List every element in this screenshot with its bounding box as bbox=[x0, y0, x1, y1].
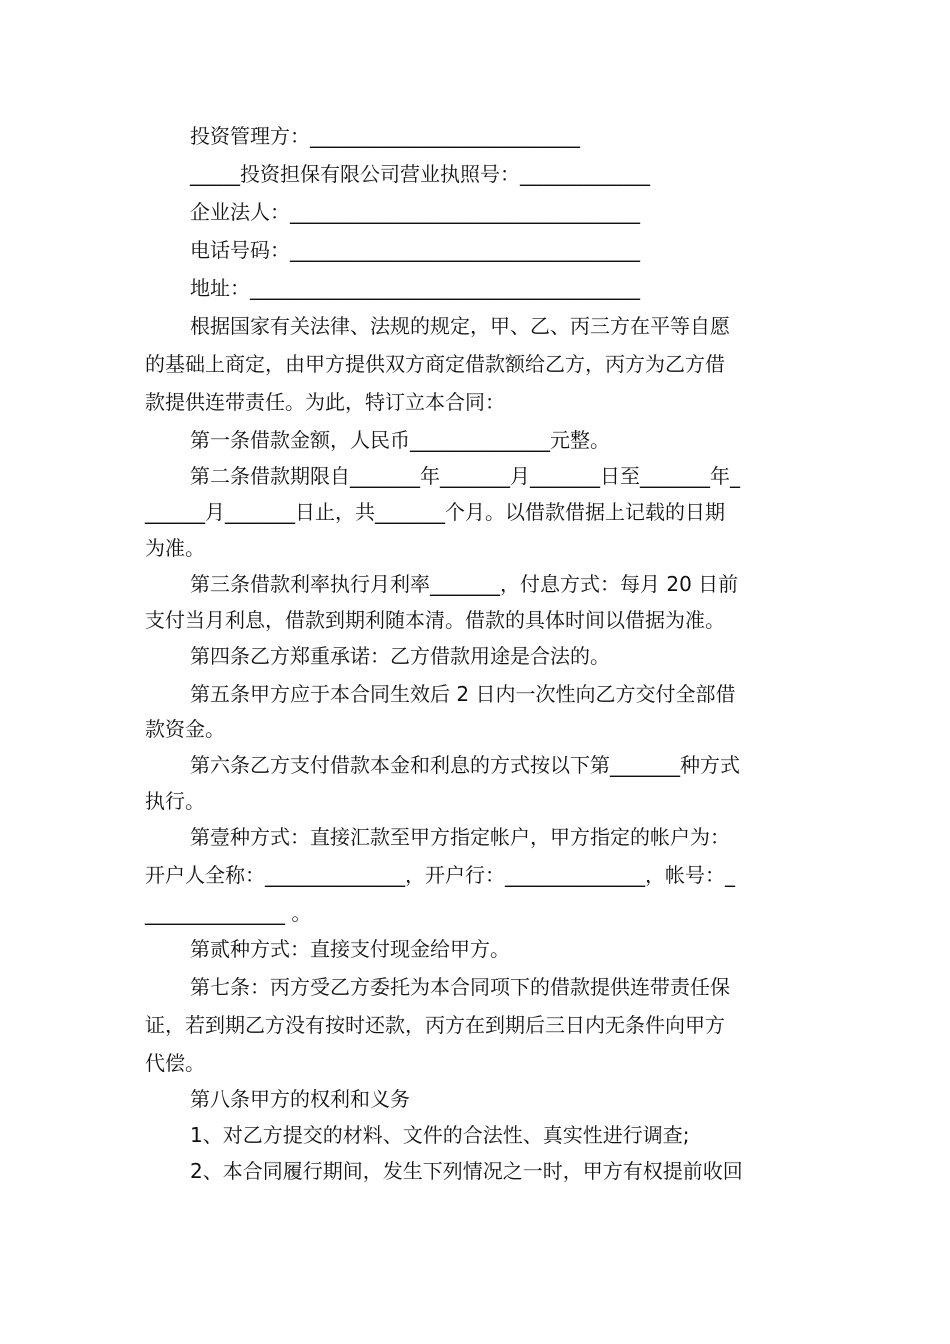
method-2: 第贰种方式：直接支付现金给甲方。 bbox=[190, 937, 510, 961]
method-1-line-3: ______________ 。 bbox=[145, 901, 312, 925]
article-2-line-1: 第二条借款期限自_______年_______月_______日至_______年_ bbox=[190, 464, 740, 488]
preamble-line-1: 根据国家有关法律、法规的规定，甲、乙、丙三方在平等自愿 bbox=[190, 314, 730, 338]
article-5-line-1: 第五条甲方应于本合同生效后 2 日内一次性向乙方交付全部借 bbox=[190, 682, 736, 706]
article-3-line-1: 第三条借款利率执行月利率_______，付息方式：每月 20 日前 bbox=[190, 572, 739, 596]
legal-representative-line: 企业法人：___________________________________ bbox=[190, 200, 640, 224]
article-6-line-1: 第六条乙方支付借款本金和利息的方式按以下第_______种方式 bbox=[190, 753, 740, 777]
article-2-line-3: 为准。 bbox=[145, 536, 205, 560]
article-7-line-1: 第七条：丙方受乙方委托为本合同项下的借款提供连带责任保 bbox=[190, 975, 730, 999]
phone-number-line: 电话号码：___________________________________ bbox=[190, 238, 640, 262]
article-7-line-3: 代偿。 bbox=[145, 1051, 205, 1075]
article-4: 第四条乙方郑重承诺：乙方借款用途是合法的。 bbox=[190, 644, 610, 668]
method-1-line-2: 开户人全称：______________，开户行：______________，帐号：_ bbox=[145, 863, 735, 887]
article-8-title: 第八条甲方的权利和义务 bbox=[190, 1087, 410, 1111]
method-1-line-1: 第壹种方式：直接汇款至甲方指定帐户，甲方指定的帐户为： bbox=[190, 825, 730, 849]
article-6-line-2: 执行。 bbox=[145, 789, 205, 813]
preamble-line-2: 的基础上商定，由甲方提供双方商定借款额给乙方，丙方为乙方借 bbox=[145, 352, 725, 376]
article-3-line-2: 支付当月利息，借款到期利随本清。借款的具体时间以借据为准。 bbox=[145, 608, 725, 632]
article-7-line-2: 证，若到期乙方没有按时还款，丙方在到期后三日内无条件向甲方 bbox=[145, 1013, 725, 1037]
article-8-item-1: 1、对乙方提交的材料、文件的合法性、真实性进行调查; bbox=[190, 1123, 690, 1147]
article-2-line-2: ______月_______日止，共_______个月。以借款借据上记载的日期 bbox=[145, 500, 725, 524]
article-1: 第一条借款金额，人民币______________元整。 bbox=[190, 428, 610, 452]
investment-manager-line: 投资管理方：___________________________ bbox=[190, 124, 580, 148]
article-5-line-2: 款资金。 bbox=[145, 717, 225, 741]
address-line: 地址：_______________________________________ bbox=[190, 276, 640, 300]
article-8-item-2: 2、本合同履行期间，发生下列情况之一时，甲方有权提前收回 bbox=[190, 1159, 743, 1183]
license-number-line: _____投资担保有限公司营业执照号：_____________ bbox=[190, 162, 650, 186]
preamble-line-3: 款提供连带责任。为此，特订立本合同： bbox=[145, 390, 505, 414]
